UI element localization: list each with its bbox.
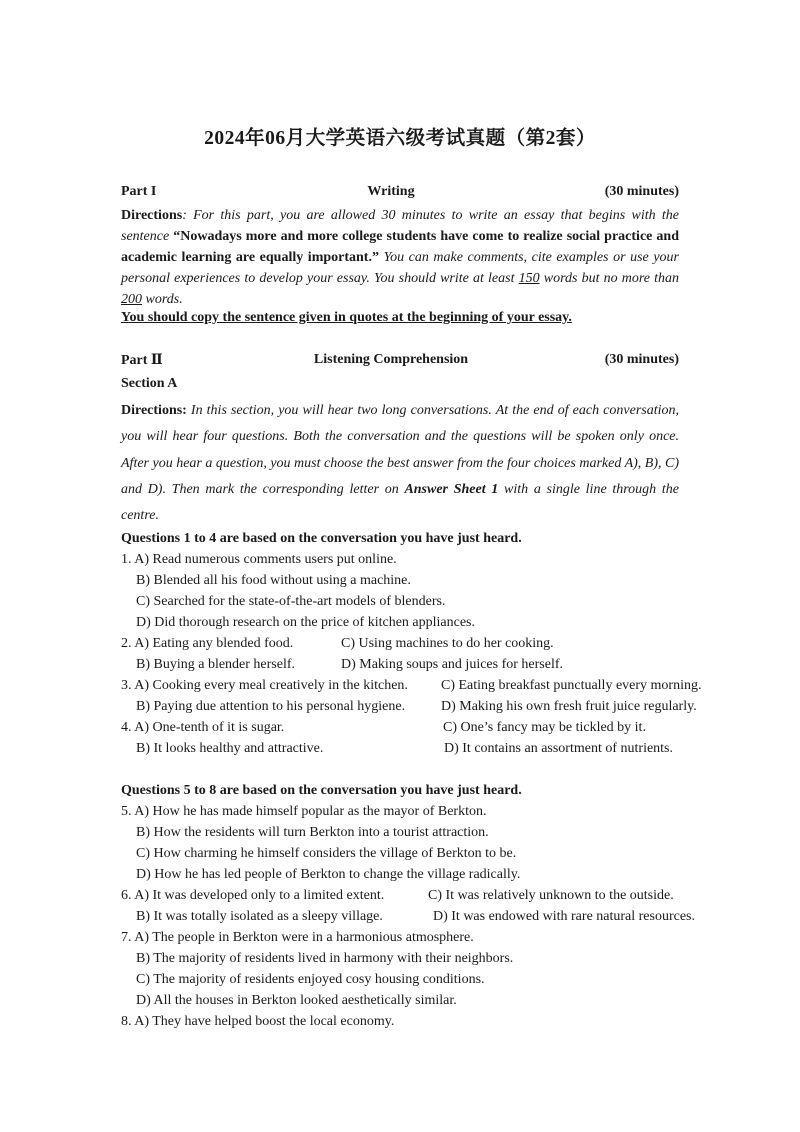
q2-option-c: C) Using machines to do her cooking. [341, 636, 554, 651]
q4-option-d: D) It contains an assortment of nutrients. [444, 741, 674, 756]
q4-option-b: B) It looks healthy and attractive. [136, 741, 324, 756]
directions-label: Directions [121, 208, 183, 223]
q3-option-c: C) Eating breakfast punctually every morning. [441, 678, 702, 693]
directions-text-1: : For this part, you are allowed 30 minutes to write an essay that begins with the sentence [121, 208, 679, 244]
q1-option-c: C) Searched for the state-of-the-art models of blenders. [136, 594, 446, 609]
part2-directions [121, 398, 679, 529]
essay-prompt-quote: “Nowadays more and more college students have come to realize social practice and academic learning are equally important.” [121, 229, 679, 265]
q5-option-b: B) How the residents will turn Berkton into a tourist attraction. [136, 825, 489, 840]
part2-time: (30 minutes) [604, 352, 679, 367]
q7-option-b: B) The majority of residents lived in harmony with their neighbors. [136, 951, 514, 966]
q2-option-b: B) Buying a blender herself. [136, 657, 296, 672]
part1-section: Writing [367, 184, 415, 199]
part1-name: Part I [121, 184, 157, 199]
q1-option-b: B) Blended all his food without using a machine. [136, 573, 411, 588]
q6-option-a: 6. A) It was developed only to a limited extent. [121, 888, 385, 903]
section-a-label: Section A [121, 376, 178, 391]
part2-directions-text-2: with a single line through the centre. [121, 481, 679, 524]
part1-time: (30 minutes) [604, 184, 679, 199]
q4-option-a: 4. A) One-tenth of it is sugar. [121, 720, 285, 735]
page-title: 2024年06月大学英语六级考试真题（第2套） [204, 128, 596, 149]
part1-directions [121, 205, 679, 310]
q3-option-d: D) Making his own fresh fruit juice regularly. [441, 699, 697, 714]
part2-header [121, 352, 679, 372]
part2-directions-label: Directions: [121, 403, 187, 418]
q2-option-a: 2. A) Eating any blended food. [121, 636, 294, 651]
min-words: 150 [518, 271, 540, 286]
group2-heading: Questions 5 to 8 are based on the conversation you have just heard. [121, 783, 522, 798]
q7-option-c: C) The majority of residents enjoyed cosy housing conditions. [136, 972, 485, 987]
q3-option-a: 3. A) Cooking every meal creatively in the kitchen. [121, 678, 408, 693]
part2-directions-text-1: In this section, you will hear two long conversations. At the end of each conversation, you will hear four questions. Both the conversation and the questions will be spoken only once. After you hear a question, you must choose the best answer from the four choices marked A), B), C) and D). Then mark the corresponding letter on [121, 403, 679, 497]
directions-text-4: words. [142, 292, 183, 307]
q7-option-d: D) All the houses in Berkton looked aesthetically similar. [136, 993, 457, 1008]
answer-sheet-label: Answer Sheet 1 [404, 481, 499, 497]
q4-option-c: C) One’s fancy may be tickled by it. [443, 720, 646, 735]
q6-option-d: D) It was endowed with rare natural resources. [433, 909, 696, 924]
part1-header [121, 184, 679, 204]
directions-text-2: You can make comments, cite examples or use your personal experiences to develop your essay. You should write at least [121, 250, 679, 286]
q5-option-d: D) How he has led people of Berkton to change the village radically. [136, 867, 521, 882]
q5-option-c: C) How charming he himself considers the village of Berkton to be. [136, 846, 517, 861]
group1-heading: Questions 1 to 4 are based on the conversation you have just heard. [121, 531, 522, 546]
q8-option-a: 8. A) They have helped boost the local economy. [121, 1014, 395, 1029]
q5-option-a: 5. A) How he has made himself popular as the mayor of Berkton. [121, 804, 487, 819]
q3-option-b: B) Paying due attention to his personal hygiene. [136, 699, 406, 714]
copy-note: You should copy the sentence given in quotes at the beginning of your essay. [121, 310, 572, 325]
part2-name: Part Ⅱ [121, 353, 163, 368]
part2-section: Listening Comprehension [313, 352, 469, 367]
q1-option-a: 1. A) Read numerous comments users put online. [121, 552, 397, 567]
q6-option-c: C) It was relatively unknown to the outside. [428, 888, 674, 903]
max-words: 200 [121, 292, 142, 307]
q2-option-d: D) Making soups and juices for herself. [341, 657, 564, 672]
q1-option-d: D) Did thorough research on the price of kitchen appliances. [136, 615, 475, 630]
q7-option-a: 7. A) The people in Berkton were in a harmonious atmosphere. [121, 930, 474, 945]
q6-option-b: B) It was totally isolated as a sleepy village. [136, 909, 383, 924]
directions-text-3: words but no more than [539, 271, 679, 286]
